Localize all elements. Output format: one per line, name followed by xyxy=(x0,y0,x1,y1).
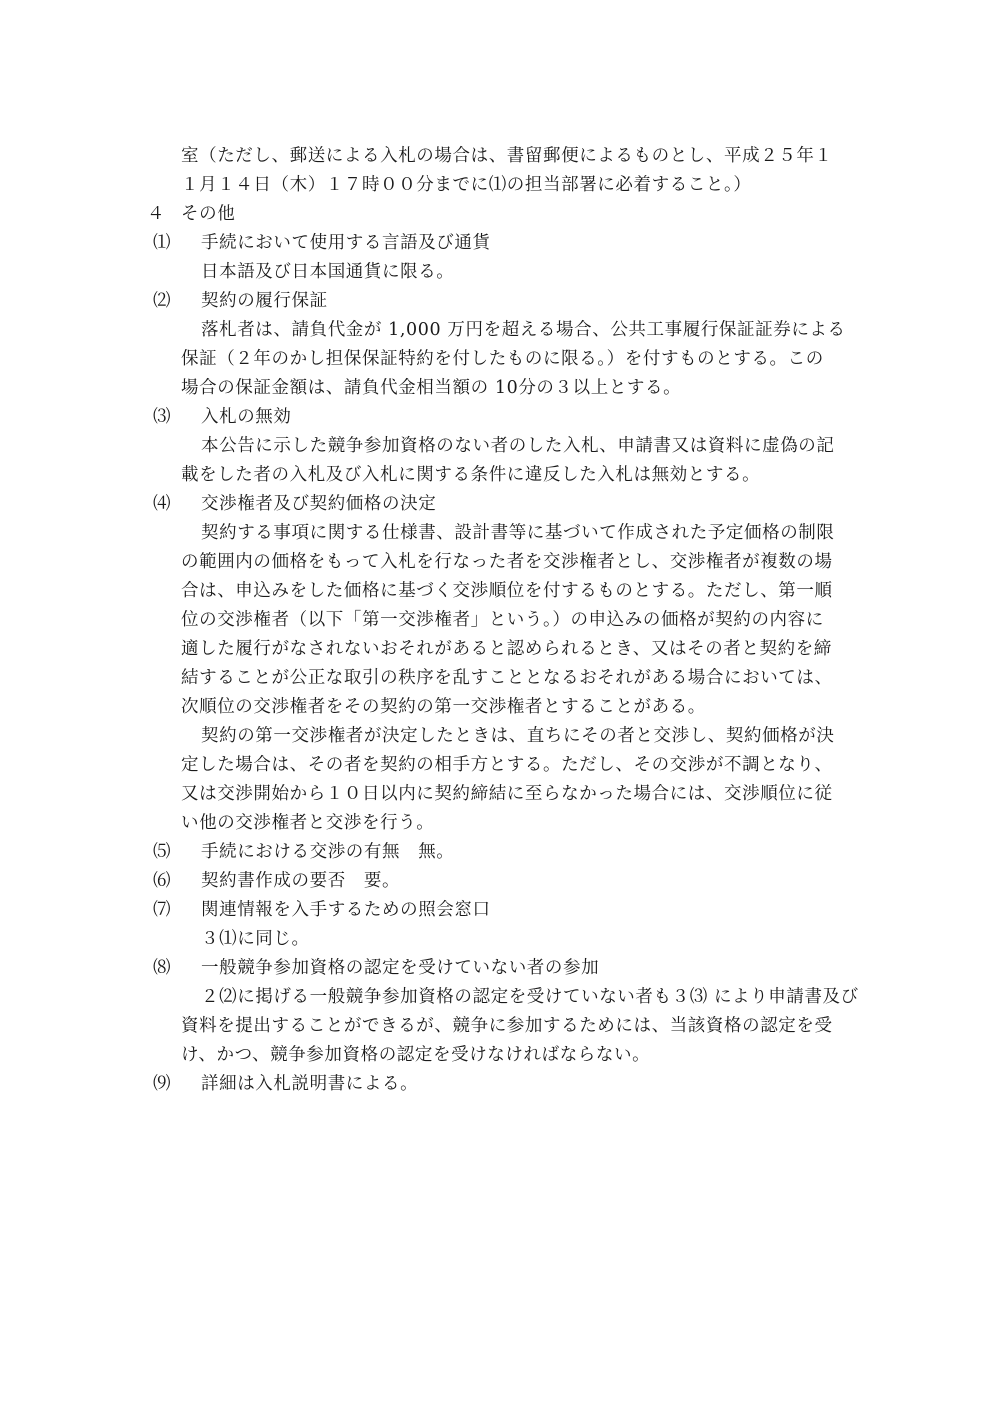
section-title: その他 xyxy=(181,204,236,224)
continuation-line-1: 室（ただし、郵送による入札の場合は、書留郵便によるものとし、平成２５年１ xyxy=(181,146,833,166)
item-title: 手続において使用する言語及び通貨 xyxy=(201,233,491,253)
item-body-line: 位の交渉権者（以下「第一交渉権者」という。）の申込みの価格が契約の内容に xyxy=(181,610,824,630)
item-body-line: 契約する事項に関する仕様書、設計書等に基づいて作成された予定価格の制限 xyxy=(201,523,835,543)
item-title: 手続における交渉の有無 無。 xyxy=(201,842,455,862)
item-title: 契約の履行保証 xyxy=(201,291,328,311)
item-number: ⑼ xyxy=(153,1074,171,1094)
item-body-line: 契約の第一交渉権者が決定したときは、直ちにその者と交渉し、契約価格が決 xyxy=(201,726,835,746)
item-title: 関連情報を入手するための照会窓口 xyxy=(201,900,491,920)
item-number: ⑸ xyxy=(153,842,171,862)
item-title: 契約書作成の要否 要。 xyxy=(201,871,401,891)
continuation-line-2: １月１４日（木）１７時００分までに⑴の担当部署に必着すること。） xyxy=(181,175,752,195)
item-number: ⑻ xyxy=(153,958,171,978)
item-body-line: 結することが公正な取引の秩序を乱すこととなるおそれがある場合においては、 xyxy=(181,668,833,688)
item-body-line: い他の交渉権者と交渉を行う。 xyxy=(181,813,435,833)
item-body-line: 落札者は、請負代金が 1,000 万円を超える場合、公共工事履行保証証券による xyxy=(201,320,846,340)
item-body-line: 本公告に示した競争参加資格のない者のした入札、申請書又は資料に虚偽の記 xyxy=(201,436,835,456)
item-body-line: の範囲内の価格をもって入札を行なった者を交渉権者とし、交渉権者が複数の場 xyxy=(181,552,833,572)
item-body-line: ２⑵に掲げる一般競争参加資格の認定を受けていない者も３⑶ により申請書及び xyxy=(201,987,859,1007)
item-title: 詳細は入札説明書による。 xyxy=(201,1074,419,1094)
item-body-line: 又は交渉開始から１０日以内に契約締結に至らなかった場合には、交渉順位に従 xyxy=(181,784,833,804)
item-title: 一般競争参加資格の認定を受けていない者の参加 xyxy=(201,958,600,978)
item-body-line: 場合の保証金額は、請負代金相当額の 10分の３以上とする。 xyxy=(181,378,682,398)
item-body-line: 適した履行がなされないおそれがあると認められるとき、又はその者と契約を締 xyxy=(181,639,832,659)
item-number: ⑺ xyxy=(153,900,171,920)
item-title: 交渉権者及び契約価格の決定 xyxy=(201,494,437,514)
item-number: ⑵ xyxy=(153,291,171,311)
item-number: ⑴ xyxy=(153,233,171,253)
item-title: 入札の無効 xyxy=(201,407,292,427)
item-body-line: 合は、申込みをした価格に基づく交渉順位を付するものとする。ただし、第一順 xyxy=(181,581,833,601)
section-number: ４ xyxy=(147,204,165,224)
item-body-line: 資料を提出することができるが、競争に参加するためには、当該資格の認定を受 xyxy=(181,1016,833,1036)
item-body-line: け、かつ、競争参加資格の認定を受けなければならない。 xyxy=(181,1045,651,1065)
item-body-line: ３⑴に同じ。 xyxy=(201,929,310,949)
item-body-line: 保証（２年のかし担保保証特約を付したものに限る。）を付すものとする。この xyxy=(181,349,824,369)
item-body-line: 次順位の交渉権者をその契約の第一交渉権者とすることがある。 xyxy=(181,697,706,717)
item-body-line: 載をした者の入札及び入札に関する条件に違反した入札は無効とする。 xyxy=(181,465,761,485)
item-body-line: 日本語及び日本国通貨に限る。 xyxy=(201,262,455,282)
item-number: ⑷ xyxy=(153,494,171,514)
item-number: ⑹ xyxy=(153,871,171,891)
item-number: ⑶ xyxy=(153,407,171,427)
item-body-line: 定した場合は、その者を契約の相手方とする。ただし、その交渉が不調となり、 xyxy=(181,755,833,775)
